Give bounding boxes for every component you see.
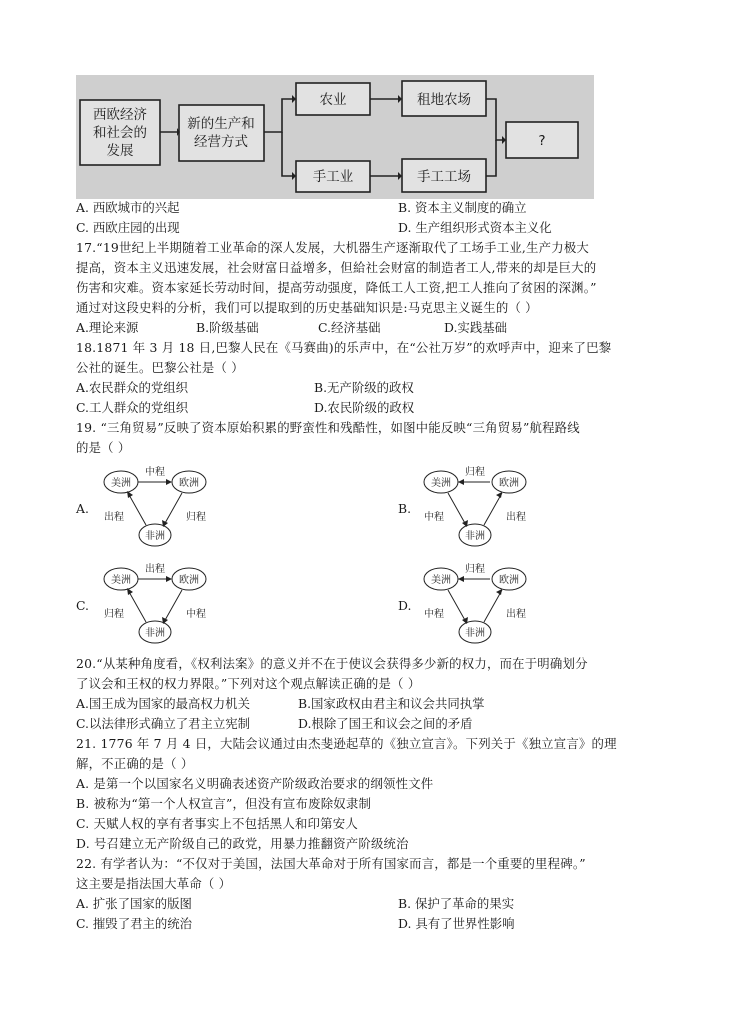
- q20-line-1: 20.“从某种角度看，《权利法案》的意义并不在于使议会获得多少新的权力，而在于明确划分: [76, 656, 588, 671]
- q19-option-c-diagram: [100, 560, 220, 650]
- q19-line-2: 的是（ ）: [76, 440, 131, 455]
- q19d-right-label: 出程: [506, 609, 526, 620]
- q19-option-d-letter: D.: [398, 598, 412, 613]
- q22-line-2: 这主要是指法国大革命（ ）: [76, 876, 232, 891]
- q19b-left-label: 中程: [424, 512, 444, 523]
- q19c-right-label: 中程: [186, 609, 206, 620]
- q19-option-b-letter: B.: [398, 501, 412, 516]
- q17-line-3: 伤害和灾难。资本家延长劳动时间，提高劳动强度，降低工人工资,把工人推向了贫困的深渊。”: [76, 280, 597, 295]
- q20-option-c: C.以法律形式确立了君主立宪制: [76, 716, 251, 731]
- q21-option-c: C. 天赋人权的享有者事实上不包括黑人和印第安人: [76, 816, 358, 831]
- q21-option-b: B. 被称为“第一个人权宣言”，但没有宣布废除奴隶制: [76, 796, 372, 811]
- q21-line-2: 解，不正确的是（ ）: [76, 756, 194, 771]
- q19b-america: 美洲: [431, 478, 451, 489]
- q21-option-d: D. 号召建立无产阶级自己的政党，用暴力推翻资产阶级统治: [76, 836, 409, 851]
- q20-option-b: B.国家政权由君主和议会共同执掌: [298, 696, 485, 711]
- q22-line-1: 22. 有学者认为：“不仅对于美国，法国大革命对于所有国家而言，都是一个重要的里程碑。”: [76, 856, 586, 871]
- flow-craft-label: 手工业: [312, 169, 354, 185]
- q16-option-d: D. 生产组织形式资本主义化: [398, 220, 552, 235]
- q17-option-b: B.阶级基础: [196, 320, 259, 335]
- q19-option-b-diagram: [420, 463, 540, 553]
- flow-farm-label: 租地农场: [417, 92, 471, 108]
- flow-workshop-label: 手工工场: [417, 169, 471, 185]
- q19a-right-label: 归程: [186, 512, 206, 523]
- q18-option-d: D.农民阶级的政权: [314, 400, 415, 415]
- q17-line-2: 提高，资本主义迅速发展，社会财富日益增多，但給社会财富的制造者工人,带来的却是巨大的: [76, 260, 597, 275]
- q19b-europe: 欧洲: [499, 478, 519, 489]
- q19c-europe: 欧洲: [179, 575, 199, 586]
- q19-option-a-letter: A.: [76, 501, 89, 516]
- q19b-right-label: 出程: [506, 512, 526, 523]
- q19d-left-label: 中程: [424, 609, 444, 620]
- q17-option-c: C.经济基础: [318, 320, 381, 335]
- flow-chart-figure: [76, 75, 594, 199]
- q18-line-1: 18.1871 年 3 月 18 日,巴黎人民在《马赛曲)的乐声中，在“公社万岁”的欢呼声中，迎来了巴黎: [76, 340, 612, 355]
- flow-box1-line2: 和社会的: [93, 125, 147, 141]
- q19-option-a-diagram: [100, 463, 220, 553]
- q22-option-d: D. 具有了世界性影响: [398, 916, 515, 931]
- q17-option-a: A.理论来源: [76, 320, 139, 335]
- q20-option-a: A.国王成为国家的最高权力机关: [76, 696, 250, 711]
- q17-line-4: 通过对这段史料的分析，我们可以提取到的历史基础知识是:马克思主义诞生的（ ）: [76, 300, 538, 315]
- q19c-top-label: 出程: [145, 564, 165, 575]
- q16-option-c: C. 西欧庄园的出现: [76, 220, 180, 235]
- q19b-top-label: 归程: [465, 467, 485, 478]
- q18-line-2: 公社的诞生。巴黎公社是（ ）: [76, 360, 244, 375]
- q18-option-b: B.无产阶级的政权: [314, 380, 414, 395]
- q19a-africa: 非洲: [145, 531, 165, 542]
- q19d-america: 美洲: [431, 575, 451, 586]
- q19a-top-label: 中程: [145, 467, 165, 478]
- flow-box-new-mode: [179, 105, 264, 161]
- q19c-africa: 非洲: [145, 628, 165, 639]
- flow-agri-label: 农业: [319, 92, 347, 108]
- flow-box1-line1: 西欧经济: [93, 107, 147, 123]
- q19a-europe: 欧洲: [179, 478, 199, 489]
- q21-line-1: 21. 1776 年 7 月 4 日，大陆会议通过由杰斐逊起草的《独立宣言》。下列关于《独立宣言》的理: [76, 736, 617, 751]
- q19d-europe: 欧洲: [499, 575, 519, 586]
- q19b-africa: 非洲: [465, 531, 485, 542]
- q22-option-a: A. 扩张了国家的版图: [76, 896, 192, 911]
- q19a-america: 美洲: [111, 478, 131, 489]
- q16-option-a: A. 西欧城市的兴起: [76, 200, 180, 215]
- q19-line-1: 19. “三角贸易”反映了资本原始积累的野蛮性和残酷性，如图中能反映“三角贸易”航程路线: [76, 420, 580, 435]
- q22-option-c: C. 摧毁了君主的统治: [76, 916, 193, 931]
- q17-option-d: D.实践基础: [444, 320, 507, 335]
- flow-question-label: ?: [538, 133, 546, 149]
- q19c-left-label: 归程: [104, 609, 124, 620]
- q22-option-b: B. 保护了革命的果实: [398, 896, 515, 911]
- q19d-top-label: 归程: [465, 564, 485, 575]
- q19c-america: 美洲: [111, 575, 131, 586]
- flow-box2-line2: 经营方式: [194, 134, 248, 150]
- q21-option-a: A. 是第一个以国家名义明确表述资产阶级政治要求的纲领性文件: [76, 776, 434, 791]
- q16-option-b: B. 资本主义制度的确立: [398, 200, 527, 215]
- q20-option-d: D.根除了国王和议会之间的矛盾: [298, 716, 473, 731]
- q20-line-2: 了议会和王权的权力界限。”下列对这个观点解读正确的是（ ）: [76, 676, 421, 691]
- flow-box1-line3: 发展: [106, 143, 134, 159]
- q17-line-1: 17.“19世纪上半期随着工业革命的深人发展，大机器生产逐渐取代了工场手工业,生产力极大: [76, 240, 589, 255]
- q19a-left-label: 出程: [104, 512, 124, 523]
- q18-option-a: A.农民群众的党组织: [76, 380, 189, 395]
- q19d-africa: 非洲: [465, 628, 485, 639]
- q19-option-c-letter: C.: [76, 598, 89, 613]
- q18-option-c: C.工人群众的党组织: [76, 400, 189, 415]
- flow-box2-line1: 新的生产和: [187, 116, 255, 132]
- q19-option-d-diagram: [420, 560, 540, 650]
